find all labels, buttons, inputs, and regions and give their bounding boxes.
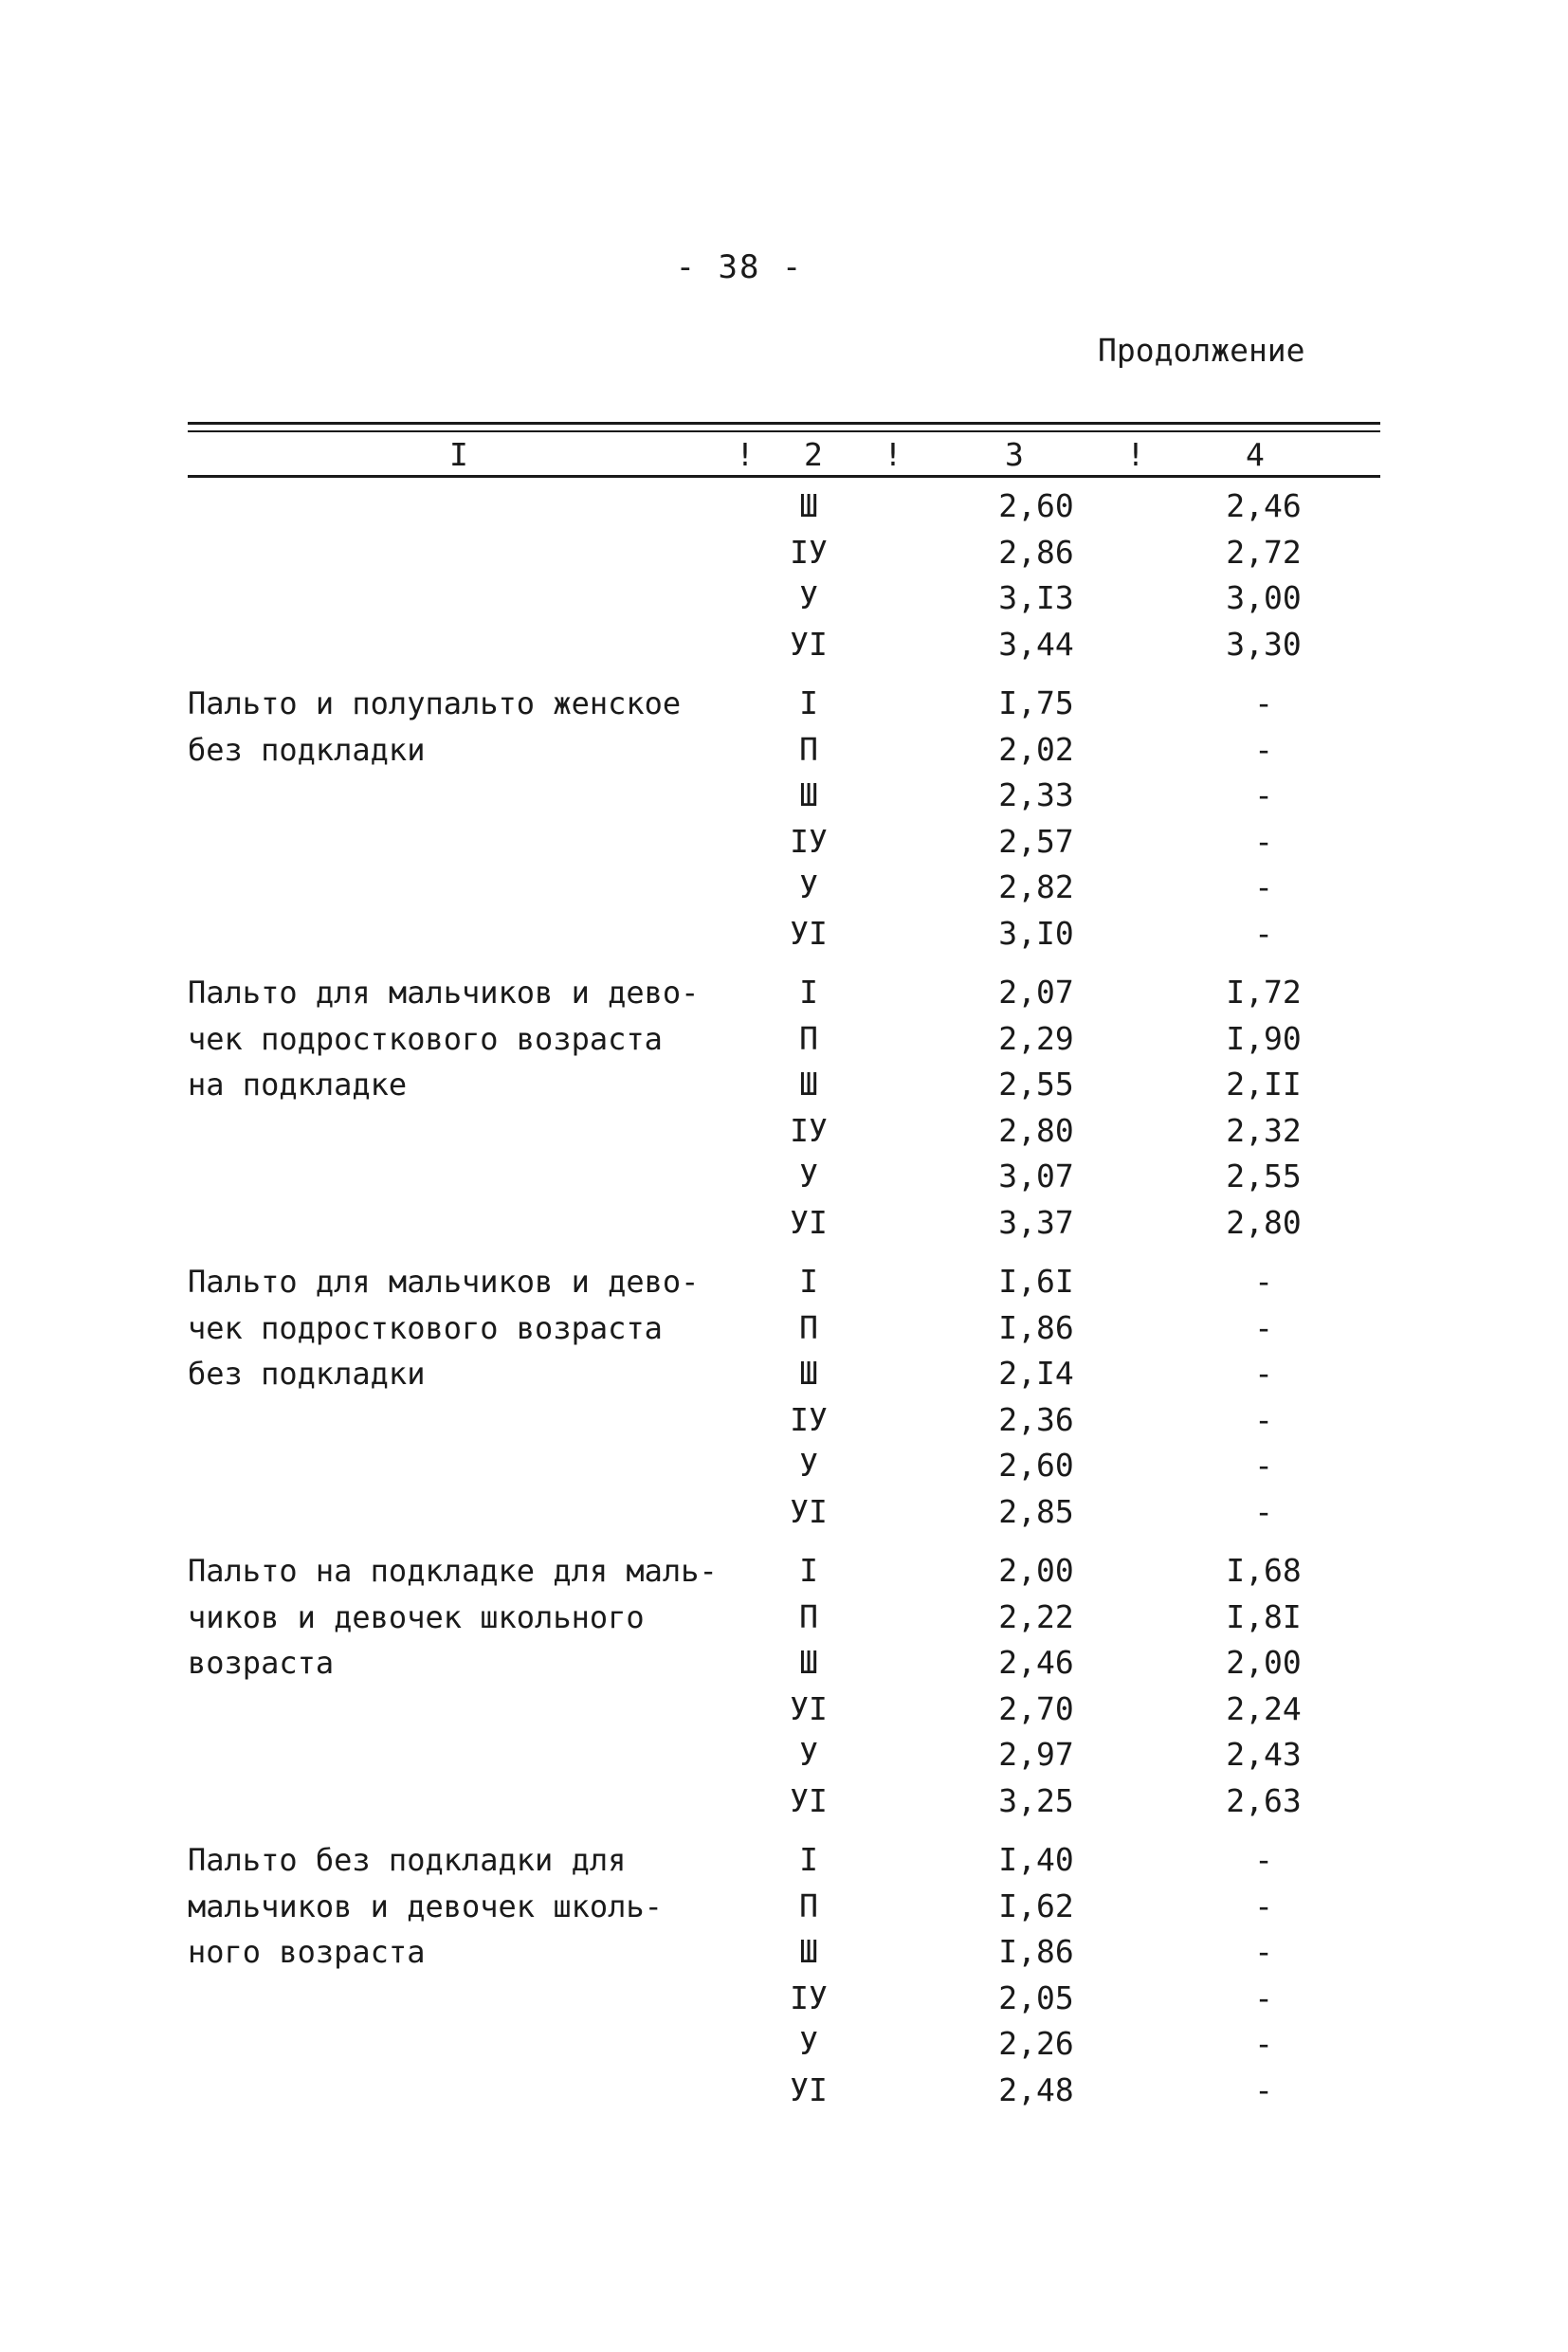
value-col4-cell: - <box>1254 1355 1273 1392</box>
value-col3-cell: 2,55 <box>998 1066 1074 1103</box>
grade-cell: П <box>799 1597 818 1635</box>
value-col4-cell: - <box>1254 868 1273 905</box>
value-col3-cell: 3,I0 <box>998 914 1074 952</box>
grade-cell: П <box>799 1887 818 1924</box>
value-col3-cell: I,62 <box>998 1887 1074 1924</box>
value-col4-cell: - <box>1254 1308 1273 1346</box>
table-row <box>188 483 1380 530</box>
value-col4-cell: I,90 <box>1226 1019 1302 1057</box>
value-col4-cell: - <box>1254 1492 1273 1530</box>
value-col3-cell: 2,48 <box>998 2070 1074 2108</box>
value-col4-cell: - <box>1254 1447 1273 1484</box>
value-col4-cell: - <box>1254 730 1273 768</box>
grade-cell: Ш <box>799 1355 818 1392</box>
value-col3-cell: 2,05 <box>998 1978 1074 2016</box>
table-row <box>188 2021 1380 2068</box>
grade-cell: IУ <box>790 1400 828 1438</box>
value-col3-cell: 2,97 <box>998 1736 1074 1773</box>
item-description-line: на подкладке <box>188 1067 408 1103</box>
table-row <box>188 1489 1380 1536</box>
grade-cell: П <box>799 730 818 768</box>
grade-cell: I <box>799 684 818 721</box>
table-row <box>188 575 1380 622</box>
value-col3-cell: 2,02 <box>998 730 1074 768</box>
value-col3-cell: 2,86 <box>998 533 1074 571</box>
value-col4-cell: - <box>1254 1841 1273 1878</box>
grade-cell: IУ <box>790 533 828 571</box>
value-col3-cell: 3,37 <box>998 1203 1074 1241</box>
grade-cell: I <box>799 974 818 1011</box>
value-col3-cell: 2,29 <box>998 1019 1074 1057</box>
table-row <box>188 622 1380 668</box>
grade-cell: У <box>799 1158 818 1194</box>
table-row <box>188 911 1380 957</box>
value-col3-cell: 2,I4 <box>998 1355 1074 1392</box>
table-row <box>188 1976 1380 2022</box>
item-description-line: ного возраста <box>188 1934 426 1970</box>
header-col-3: 3 <box>1005 436 1024 473</box>
value-col4-cell: 2,00 <box>1226 1644 1302 1681</box>
grade-cell: IУ <box>790 1111 828 1149</box>
grade-cell: У <box>799 1736 818 1773</box>
item-description-line: возраста <box>188 1645 335 1681</box>
value-col4-cell: I,8I <box>1226 1597 1302 1635</box>
table-row <box>188 1397 1380 1444</box>
item-description-line: мальчиков и девочек школь- <box>188 1887 663 1924</box>
item-description-line: чек подросткового возраста <box>188 1309 663 1346</box>
grade-cell: Ш <box>799 1933 818 1970</box>
table-row <box>188 1687 1380 1733</box>
value-col4-cell: 2,24 <box>1226 1689 1302 1727</box>
value-col4-cell: - <box>1254 1887 1273 1924</box>
value-col3-cell: I,6I <box>998 1263 1074 1300</box>
table-row <box>188 530 1380 576</box>
grade-cell: УI <box>790 1781 828 1819</box>
grade-cell: П <box>799 1308 818 1346</box>
table-row <box>188 1443 1380 1489</box>
grade-cell: У <box>799 2025 818 2062</box>
value-col3-cell: 3,I3 <box>998 579 1074 616</box>
table-row <box>188 1154 1380 1200</box>
value-col3-cell: 2,80 <box>998 1111 1074 1149</box>
data-table <box>188 483 1380 2126</box>
value-col4-cell: - <box>1254 1978 1273 2016</box>
value-col4-cell: - <box>1254 1933 1273 1970</box>
value-col3-cell: I,75 <box>998 684 1074 721</box>
value-col4-cell: - <box>1254 2025 1273 2062</box>
table-group <box>188 1837 1380 2113</box>
grade-cell: УI <box>790 2070 828 2108</box>
value-col4-cell: 2,80 <box>1226 1203 1302 1241</box>
header-separator: ! <box>736 436 755 473</box>
value-col4-cell: - <box>1254 914 1273 952</box>
header-separator: ! <box>1126 436 1145 473</box>
value-col4-cell: 2,63 <box>1226 1781 1302 1819</box>
table-row <box>188 1732 1380 1778</box>
value-col3-cell: 2,26 <box>998 2025 1074 2062</box>
value-col4-cell: - <box>1254 684 1273 721</box>
value-col4-cell: 2,II <box>1226 1066 1302 1103</box>
value-col3-cell: I,86 <box>998 1308 1074 1346</box>
grade-cell: У <box>799 579 818 616</box>
value-col4-cell: - <box>1254 1263 1273 1300</box>
value-col4-cell: 2,55 <box>1226 1158 1302 1194</box>
grade-cell: УI <box>790 625 828 663</box>
table-row <box>188 819 1380 866</box>
grade-cell: Ш <box>799 776 818 813</box>
table-group <box>188 681 1380 957</box>
value-col4-cell: 2,46 <box>1226 487 1302 524</box>
header-col-1: I <box>449 436 468 473</box>
grade-cell: IУ <box>790 1978 828 2016</box>
table-row <box>188 1200 1380 1247</box>
grade-cell: Ш <box>799 1644 818 1681</box>
grade-cell: У <box>799 1447 818 1484</box>
value-col3-cell: 2,70 <box>998 1689 1074 1727</box>
table-top-rule <box>188 422 1380 425</box>
value-col3-cell: 2,33 <box>998 776 1074 813</box>
value-col3-cell: 2,36 <box>998 1400 1074 1438</box>
value-col3-cell: 3,44 <box>998 625 1074 663</box>
grade-cell: Ш <box>799 487 818 524</box>
table-group <box>188 970 1380 1246</box>
value-col4-cell: 2,72 <box>1226 533 1302 571</box>
table-row <box>188 865 1380 911</box>
item-description-line: чек подросткового возраста <box>188 1020 663 1057</box>
grade-cell: УI <box>790 1689 828 1727</box>
value-col4-cell: 2,43 <box>1226 1736 1302 1773</box>
page-number: - 38 - <box>675 248 804 286</box>
value-col4-cell: - <box>1254 822 1273 860</box>
value-col3-cell: I,86 <box>998 1933 1074 1970</box>
value-col3-cell: 2,57 <box>998 822 1074 860</box>
table-header <box>188 436 1380 474</box>
header-col-2: 2 <box>804 436 823 473</box>
value-col3-cell: 2,00 <box>998 1552 1074 1589</box>
header-separator: ! <box>884 436 903 473</box>
grade-cell: Ш <box>799 1066 818 1103</box>
table-group <box>188 1548 1380 1824</box>
table-row <box>188 1108 1380 1155</box>
grade-cell: IУ <box>790 822 828 860</box>
value-col4-cell: - <box>1254 1400 1273 1438</box>
grade-cell: П <box>799 1019 818 1057</box>
value-col3-cell: 2,60 <box>998 487 1074 524</box>
value-col4-cell: - <box>1254 776 1273 813</box>
value-col4-cell: I,68 <box>1226 1552 1302 1589</box>
value-col3-cell: 2,82 <box>998 868 1074 905</box>
table-row <box>188 1778 1380 1825</box>
grade-cell: У <box>799 868 818 905</box>
value-col3-cell: 2,85 <box>998 1492 1074 1530</box>
item-description-line: без подкладки <box>188 731 426 768</box>
value-col3-cell: I,40 <box>998 1841 1074 1878</box>
value-col3-cell: 2,46 <box>998 1644 1074 1681</box>
item-description-line: Пальто для мальчиков и дево- <box>188 975 700 1011</box>
table-row <box>188 2068 1380 2114</box>
value-col3-cell: 2,60 <box>998 1447 1074 1484</box>
item-description-line: Пальто для мальчиков и дево- <box>188 1264 700 1300</box>
value-col3-cell: 3,07 <box>998 1158 1074 1194</box>
table-group <box>188 483 1380 667</box>
grade-cell: I <box>799 1841 818 1878</box>
grade-cell: УI <box>790 914 828 952</box>
value-col4-cell: 3,00 <box>1226 579 1302 616</box>
table-group <box>188 1259 1380 1535</box>
value-col3-cell: 2,22 <box>998 1597 1074 1635</box>
value-col4-cell: - <box>1254 2070 1273 2108</box>
grade-cell: I <box>799 1552 818 1589</box>
item-description-line: Пальто и полупальто женское <box>188 685 682 721</box>
grade-cell: I <box>799 1263 818 1300</box>
item-description-line: Пальто на подкладке для маль- <box>188 1553 718 1589</box>
value-col4-cell: 2,32 <box>1226 1111 1302 1149</box>
continuation-label: Продолжение <box>1098 332 1305 369</box>
table-header-rule <box>188 475 1380 478</box>
header-col-4: 4 <box>1246 436 1265 473</box>
value-col4-cell: I,72 <box>1226 974 1302 1011</box>
table-row <box>188 773 1380 819</box>
grade-cell: УI <box>790 1492 828 1530</box>
item-description-line: Пальто без подкладки для <box>188 1842 627 1878</box>
table-top-rule-2 <box>188 430 1380 432</box>
item-description-line: без подкладки <box>188 1356 426 1392</box>
grade-cell: УI <box>790 1203 828 1241</box>
value-col4-cell: 3,30 <box>1226 625 1302 663</box>
value-col3-cell: 3,25 <box>998 1781 1074 1819</box>
value-col3-cell: 2,07 <box>998 974 1074 1011</box>
item-description-line: чиков и девочек школьного <box>188 1598 645 1635</box>
